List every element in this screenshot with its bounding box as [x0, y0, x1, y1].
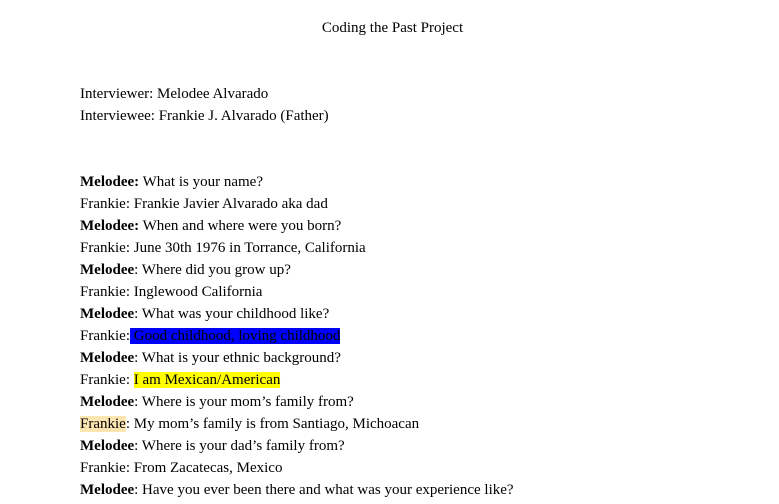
question-text: When and where were you born?: [139, 218, 342, 234]
highlighted-answer-yellow: I am Mexican/American: [133, 372, 281, 388]
speaker-frankie: Frankie:: [80, 284, 130, 300]
document-title: Coding the Past Project: [321, 20, 464, 36]
interviewee-label: Interviewee:: [80, 108, 155, 124]
interviewee-line: [80, 105, 329, 127]
interviewer-line: [80, 83, 329, 105]
transcript-line: [80, 457, 514, 479]
answer-text: From Zacatecas, Mexico: [130, 460, 283, 476]
question-text: : What is your ethnic background?: [134, 350, 341, 366]
transcript-line: [80, 347, 514, 369]
interviewer-name: Melodee Alvarado: [157, 86, 269, 102]
transcript-line: [80, 479, 514, 501]
speaker-frankie: Frankie:: [80, 460, 130, 476]
transcript-line: [80, 413, 514, 435]
transcript-line: [80, 193, 514, 215]
transcript-line: [80, 391, 514, 413]
question-text: : Where is your mom’s family from?: [134, 394, 354, 410]
transcript-line: [80, 215, 514, 237]
highlighted-answer-blue: Good childhood, loving childhood: [130, 328, 341, 344]
speaker-melodee: Melodee:: [80, 218, 140, 234]
speaker-melodee: Melodee: [80, 350, 135, 366]
answer-text: : My mom’s family is from Santiago, Michoacan: [125, 416, 420, 432]
question-text: : Have you ever been there and what was your experience like?: [134, 482, 514, 498]
transcript-line: [80, 171, 514, 193]
speaker-melodee: Melodee: [80, 482, 135, 498]
question-text: : What was your childhood like?: [134, 306, 330, 322]
speaker-frankie: Frankie:: [80, 372, 130, 388]
speaker-melodee: Melodee: [80, 394, 135, 410]
answer-text: Inglewood California: [130, 284, 263, 300]
transcript: [80, 171, 514, 501]
speaker-melodee: Melodee:: [80, 174, 140, 190]
interview-meta: [80, 83, 329, 127]
speaker-frankie: Frankie:: [80, 240, 130, 256]
question-text: What is your name?: [139, 174, 263, 190]
transcript-line: [80, 435, 514, 457]
speaker-frankie: Frankie:: [80, 196, 130, 212]
speaker-melodee: Melodee: [80, 306, 135, 322]
question-text: : Where did you grow up?: [134, 262, 291, 278]
transcript-line: [80, 259, 514, 281]
speaker-frankie: Frankie:: [80, 328, 130, 344]
question-text: : Where is your dad’s family from?: [134, 438, 345, 454]
speaker-frankie-highlighted: Frankie: [80, 416, 126, 432]
speaker-melodee: Melodee: [80, 262, 135, 278]
transcript-line: [80, 237, 514, 259]
transcript-line: [80, 369, 514, 391]
transcript-line: [80, 281, 514, 303]
interviewee-name: Frankie J. Alvarado (Father): [158, 108, 329, 124]
answer-text: Frankie Javier Alvarado aka dad: [130, 196, 328, 212]
interviewer-label: Interviewer:: [80, 86, 154, 102]
speaker-melodee: Melodee: [80, 438, 135, 454]
transcript-line: [80, 325, 514, 347]
transcript-line: [80, 303, 514, 325]
answer-text: June 30th 1976 in Torrance, California: [130, 240, 366, 256]
